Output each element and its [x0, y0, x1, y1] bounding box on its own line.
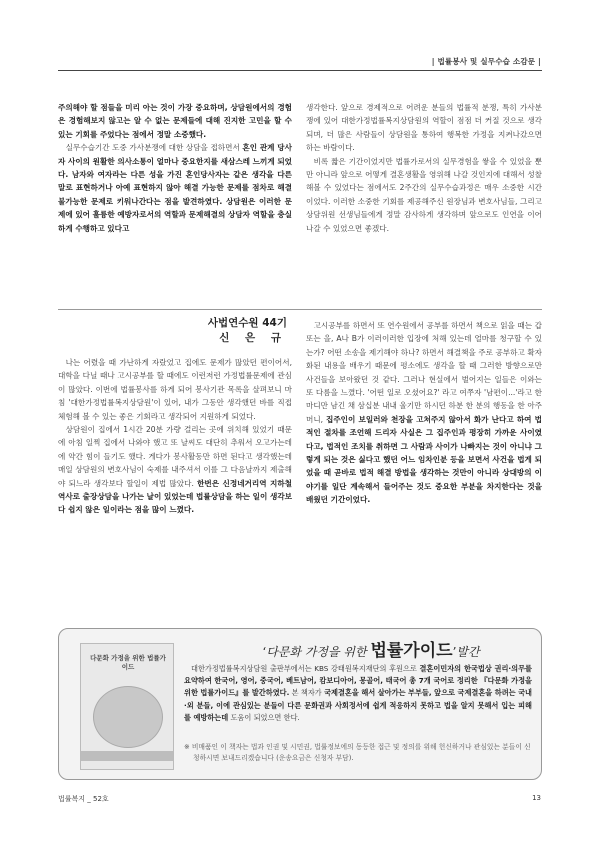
text-run: 고시공부를 하면서 또 연수원에서 공부를 하면서 책으로 읽을 때는 갑 또는 을, A나 B가 이러이러한 입장에 처해 있는데 얼마를 청구할 수 있는가? 어떤 소송을 제기해야 하나? 하면서 해결책을 주로 공부하고 확자화된 내용을 배우기 때문에 평소에도 생각을 할 때 그러한 방향으로만 사건들을 보아왔던 것 같다. 그러나 현실에서 벌어지는 일들은 이와는 또 다름을 느꼈다. '어떤 일로 오셨어요?' 라고 여쭈자 '남편이...'라고 한마디만 남긴 채 삼십분 내내 울기만 하시던 하분: [306, 321, 542, 411]
paragraph: 생각한다. 앞으로 경제적으로 어려운 분들의 법률적 분쟁, 특히 가사분쟁에 있어 대한가정법률복지상담원의 역할이 점점 더 커질 것으로 생각되며, 더 많은 사람들이 상담원을 통하여 행복한 가정을 지켜나갔으면 하는 바람이다.: [306, 103, 542, 153]
paragraph: [58, 423, 292, 517]
announcement-note: ※ 비매품인 이 책자는 법과 인권 및 시민권, 법률정보에의 동등한 접근 및 정의를 위해 헌신하거나 관심있는 분들이 신청하시면 보내드리겠습니다 (운송요금은 신청자 부담).: [184, 743, 531, 762]
paragraph: [306, 319, 542, 507]
text-run-bold: 집주인이 보일러와 천장을 고쳐주지 않아서 화가 난다고 하여 법적인 절차를 조언해 드리자 사실은 그 집주인과 평장히 가까운 사이였다고, 법적인 조치를 취하면 그 사람과 사이가 나빠지는 것이 아니냐 그렇게 되는 것은 싫다고 했던 어느 임차인분 등을 보면서 사건을 법게 되었을 때 곧바로 법적 해결 방법을 생각하는 것만이 아니라 상대방의 이야기를 일단 계속해서 들어주는 것도 중요한 부분을 차지한다는 것을 배웠던 기간이었다.: [306, 414, 542, 505]
author-heading: [208, 316, 287, 346]
text-run: 도움이 되었으면 한다.: [228, 712, 300, 722]
globe-illustration: [93, 686, 163, 748]
page-number: 13: [532, 794, 541, 802]
author-affiliation: 사법연수원 44기: [207, 317, 287, 329]
text-run-bold: 결혼이민자의 한국법상 권리·의무를 요약하여 한국어, 영어, 중국어, 베트남어, 캄보디아어, 몽골어, 태국어 총 7개 국어로 정리한 『다문화 가정을 위한 법률가이드』를 발간하였다.: [184, 664, 532, 698]
paragraph: 주의해야 할 점들을 미리 아는 것이 가장 중요하며, 상담원에서의 경험은 경험해보지 않고는 알 수 없는 문제들에 대해 진지한 고민을 할 수 있는 기회를 주었다는 점에서 정말 소중했다.: [58, 103, 292, 139]
book-cover-image: [80, 643, 174, 770]
text-run: 상담원이 집에서 1시간 20분 가량 걸리는 곳에 위치해 있었기 때문에 아침 일찍 집에서 나와야 했고 또 날씨도 대단히 추워서 오고가는데에 약간 힘이 들기도 했다. 게다가 봉사활동만 하면 된다고 생각했는데 매일 상담원의 변호사님이 숙제를 내주셔서 이를 그 다음날까지 제출해야 되느라 생각보다 할일이 제법 많았다.: [58, 425, 292, 488]
text-run: 대한가정법률복지상담원 출판부에서는 KBS 강태원복지재단의 후원으로: [191, 664, 420, 673]
announcement-body: [184, 663, 532, 724]
top-right-column: [306, 101, 542, 235]
text-run: 실무수습기간 도중 가사분쟁에 대한 상담을 접하면서: [65, 143, 243, 153]
section-divider: [58, 309, 542, 310]
heading-open-quote: ‘: [262, 645, 267, 659]
heading-script-text: 발간: [456, 645, 480, 659]
top-left-column: [58, 101, 292, 235]
bottom-left-column: [58, 356, 292, 517]
top-divider: [58, 70, 542, 71]
text-run: 한 분의 행동을 한 아주머니,: [306, 401, 542, 424]
heading-close-quote: ’: [452, 645, 457, 659]
heading-bold-text: 법률가이드: [370, 641, 453, 661]
bottom-right-column: [306, 319, 542, 507]
footer-issue: 법률복지 _ 52호: [58, 795, 109, 803]
text-run: 본 책자가: [289, 688, 325, 698]
heading-script-text: 다문화 가정을 위한: [266, 645, 371, 659]
text-run-bold: 국제결혼을 해서 살아가는 부부들, 앞으로 국제결혼을 하려는 국내·외 분들, 이에 관심있는 분들이 다른 문화권과 사회정서에 쉽게 적응하지 못하고 법을 알지 못해서 입는 피해를 예방하는데: [184, 688, 533, 722]
book-cover-strip: [81, 751, 173, 761]
text-run-bold: 혼인 관계 당사자 사이의 원활한 의사소통이 얼마나 중요한지를 새삼스레 느끼게 되었다. 남자와 여자라는 다른 성을 가진 혼인당사자는 같은 생각을 다른 말로 표현하거나 아예 표현하지 않아 해결 가능한 문제를 점차로 해결 불가능한 문제로 키워나간다는 점을 발견하였다. 상담원은 이러한 문제에 있어 훌륭한 예방자로서의 역할과 문제해결의 상담자 역할을 충실하게 수행하고 있다고: [58, 143, 292, 233]
text-run-bold: 한번은 신정네거리역 지하철 역사로 출장상담을 나가는 날이 있었는데 법률상담을 하는 일이 생각보다 쉽지 않은 일이라는 점을 많이 느꼈다.: [58, 478, 292, 515]
announcement-heading: [206, 636, 536, 661]
book-cover-title: 다문화 가정을 위한 법률가이드: [90, 654, 166, 671]
paragraph: 나는 어렸을 때 가난하게 자랐었고 집에도 문제가 많았던 편이어서, 대학을 다닐 때나 고시공부를 할 때에도 이런저런 가정법률문제에 관심이 많았다. 이번에 법률봉사를 하게 되어 봉사기관 목록을 살펴보니 마침 '대한가정법률복지상담원'이 있어, 내가 그동안 생각했던 바를 직접 체험해 볼 수 있는 좋은 기회라고 생각되어 지원하게 되었다.: [58, 358, 292, 421]
paragraph: 비록 짧은 기간이었지만 법률가로서의 실무경험을 쌓을 수 있었을 뿐만 아니라 앞으로 어떻게 결혼생활을 영위해 나갈 것인지에 대해서 성찰해볼 수 있었다는 점에서도 2주간의 실무수습과정은 매우 소중한 시간이었다. 이러한 소중한 기회를 제공해주신 원장님과 변호사님들, 그리고 상담위원 선생님들에게 정말 감사하게 생각하며 앞으로도 인연을 이어나갈 수 있었으면 좋겠다.: [306, 156, 542, 233]
paragraph: [58, 141, 292, 235]
section-header-tag: | 법률봉사 및 실무수습 소감문 |: [431, 57, 541, 66]
author-name: 신 은 규: [219, 332, 287, 344]
